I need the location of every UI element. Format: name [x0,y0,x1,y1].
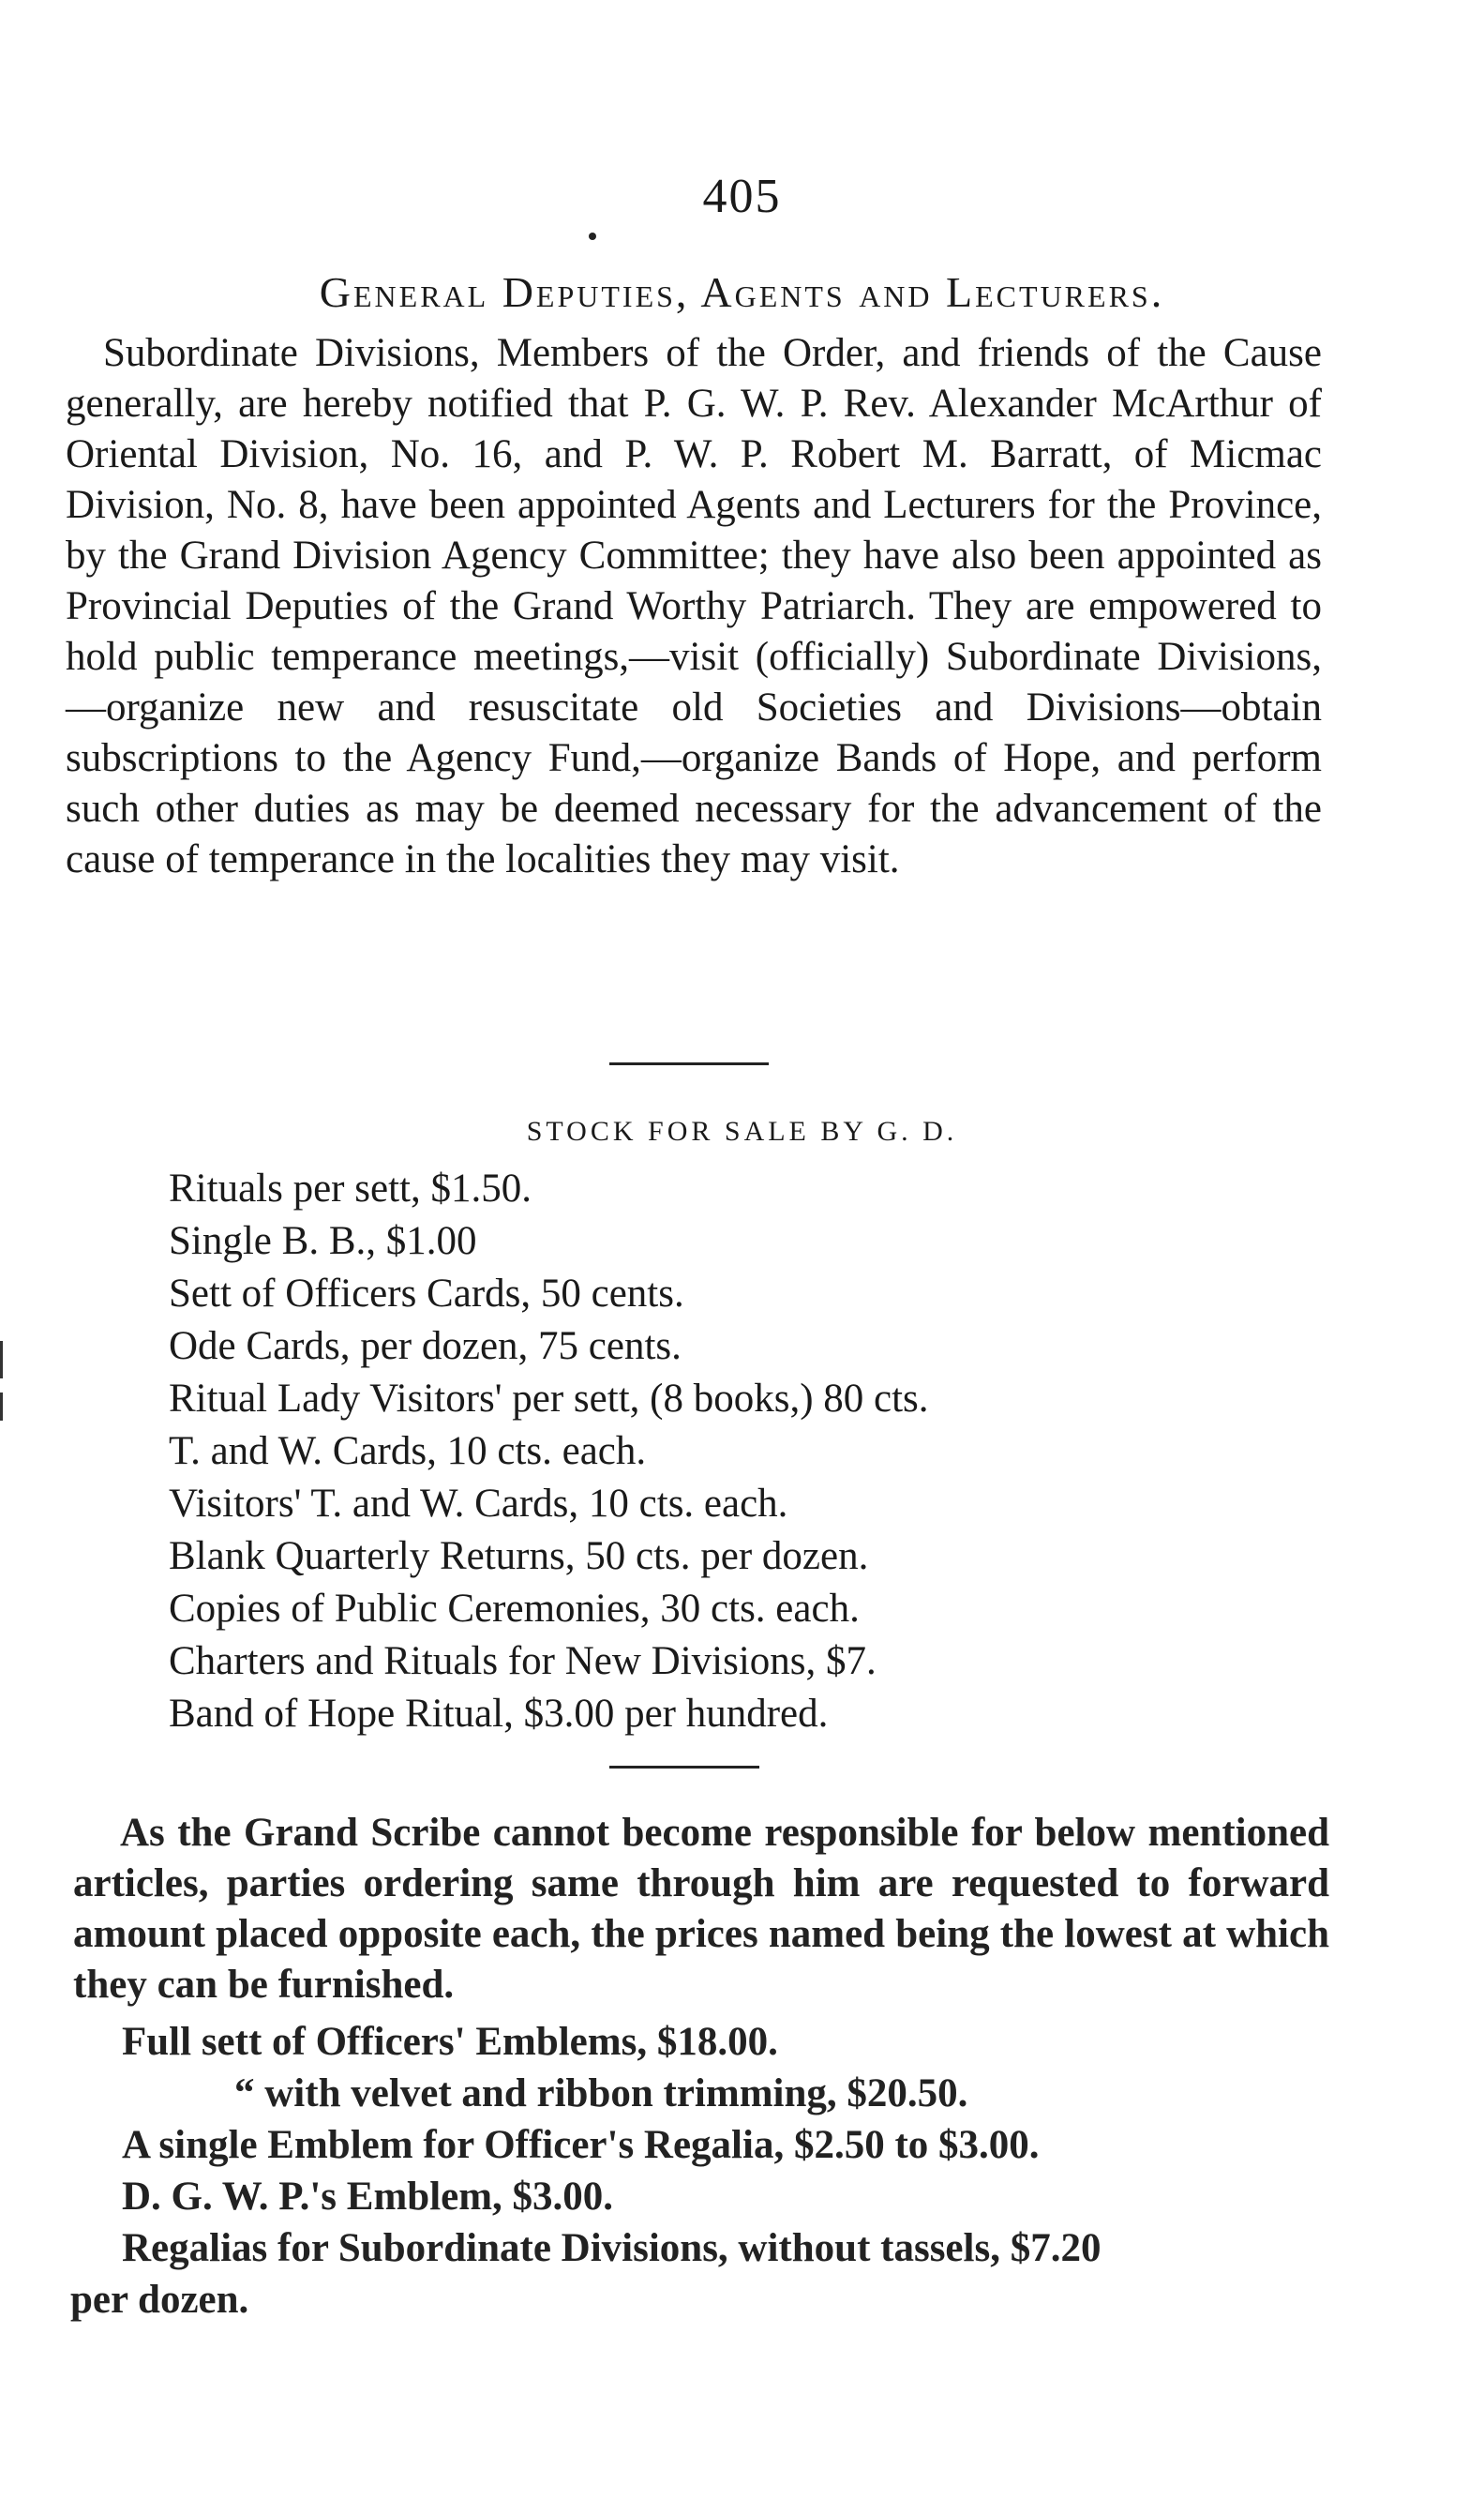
margin-mark [0,1341,3,1378]
emblem-price-list [70,2016,1102,2326]
page-number: 405 [702,170,782,223]
list-item: Sett of Officers Cards, 50 cents. [169,1272,684,1316]
list-item: Single B. B., $1.00 [169,1219,477,1263]
list-item: Copies of Public Ceremonies, 30 cts. each. [169,1587,860,1631]
list-item: “ with velvet and ribbon trimming, $20.50. [234,2071,968,2115]
list-item: Charters and Rituals for New Divisions, $7. [169,1639,877,1683]
section-divider [609,1766,759,1769]
list-item: Band of Hope Ritual, $3.00 per hundred. [169,1692,829,1736]
stock-heading: STOCK FOR SALE BY G. D. [526,1116,958,1147]
list-item: Blank Quarterly Returns, 50 cts. per dozen. [169,1534,869,1578]
continuation-text: per dozen. [70,2278,249,2322]
grand-scribe-paragraph: As the Grand Scribe cannot become responsible for below mentioned articles, parties ordering same through him are requested to forward amount placed opposite each, the prices named being the lowest at which they can be furnished. [73,1811,1329,2007]
list-item-continuation [70,2274,1101,2326]
list-item: Regalias for Subordinate Divisions, without tassels, $7.20 [122,2226,1102,2270]
margin-mark [0,1393,3,1421]
list-item: D. G. W. P.'s Emblem, $3.00. [122,2175,614,2219]
print-dot [589,233,596,240]
list-item: A single Emblem for Officer's Regalia, $2.50 to $3.00. [122,2123,1040,2167]
list-item: Full sett of Officers' Emblems, $18.00. [122,2020,778,2064]
section-divider [609,1062,769,1065]
list-item: Ritual Lady Visitors' per sett, (8 books,) 80 cts. [169,1377,929,1421]
list-item: Visitors' T. and W. Cards, 10 cts. each. [169,1482,788,1526]
stock-list [169,1163,929,1740]
section-heading: General Deputies, Agents and Lecturers. [319,268,1165,316]
deputies-notice-paragraph: Subordinate Divisions, Members of the Order, and friends of the Cause generally, are hereby notified that P. G. W. P. Rev. Alexander McArthur of Oriental Division, No. 16, and P. W. P. Robert M. Barratt, of Micmac Division, No. 8, have been appointed Agents and Lecturers for the Province, by the Grand Division Agency Committee; they have also been appointed as Provincial Deputies of the Grand Worthy Patriarch. They are empowered to hold public temperance meetings,—visit (officially) Subordinate Divisions,—organize new and resuscitate old Societies and Divisions—obtain subscriptions to the Agency Fund,—organize Bands of Hope, and perform such other duties as may be deemed necessary for the advancement of the cause of temperance in the localities they may visit. [66,331,1322,881]
list-item: Ode Cards, per dozen, 75 cents. [169,1324,682,1368]
list-item: Rituals per sett, $1.50. [169,1167,532,1211]
list-item: T. and W. Cards, 10 cts. each. [169,1429,647,1473]
